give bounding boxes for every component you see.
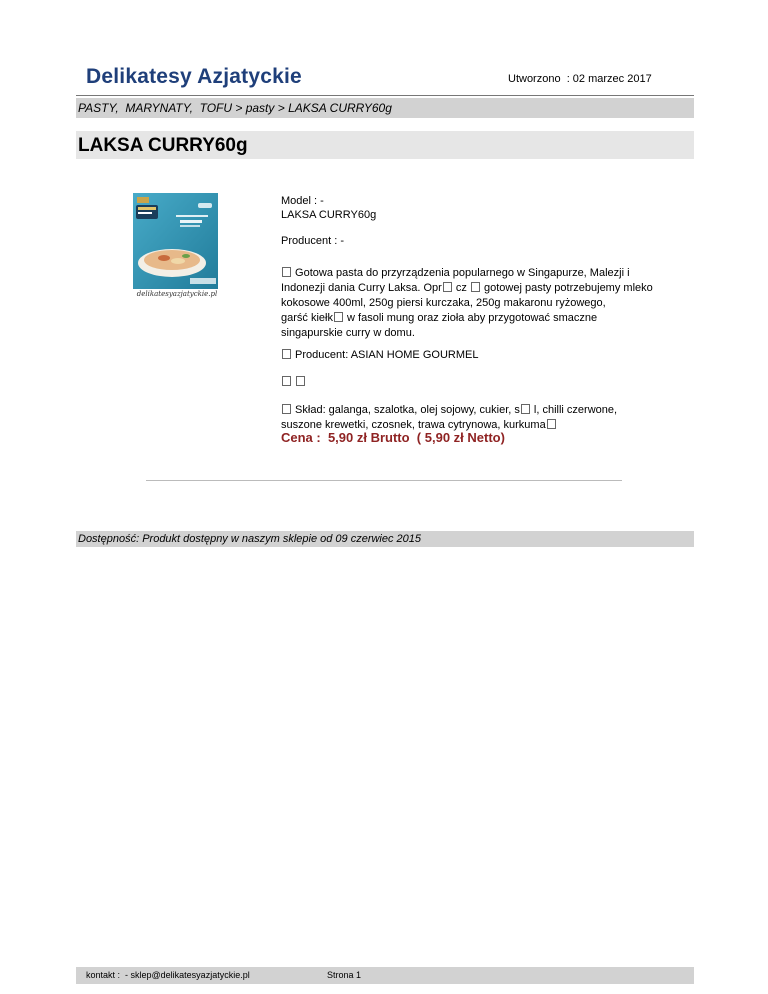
footer bbox=[76, 967, 694, 984]
created-date: Utworzono : 02 marzec 2017 bbox=[508, 73, 652, 85]
product-description: Gotowa pasta do przyrządzenia popularnego w Singapurze, Malezji i Indonezji dania Curry Laksa. Opr cz gotowej pasty potrzebujemy mleko kokosowe 400ml, 250g piersi kurczaka, 250g makaronu ryżowego, garść kiełk w fasoli mung oraz zioła aby przygotować smaczne singapurskie curry w domu. bbox=[281, 267, 653, 339]
missing-glyph-icon bbox=[282, 349, 291, 359]
missing-glyph-icon bbox=[282, 404, 291, 414]
availability-text: Dostępność: Produkt dostępny w naszym sklepie od 09 czerwiec 2015 bbox=[78, 533, 422, 545]
model-label: Model : - bbox=[281, 195, 324, 207]
breadcrumb-text: PASTY, MARYNATY, TOFU > pasty > LAKSA CURRY60g bbox=[78, 101, 392, 115]
product-image bbox=[128, 193, 226, 299]
missing-glyph-icon bbox=[282, 267, 291, 277]
product-price: Cena : 5,90 zł Brutto ( 5,90 zł Netto) bbox=[281, 430, 505, 445]
producer-full: Producent: ASIAN HOME GOURMEL bbox=[281, 348, 478, 363]
missing-glyph-icon bbox=[296, 376, 305, 386]
footer-contact: kontakt : - sklep@delikatesyazjatyckie.pl bbox=[86, 970, 250, 980]
model-name: LAKSA CURRY60g bbox=[281, 209, 377, 221]
content-divider bbox=[146, 480, 622, 481]
product-title: LAKSA CURRY60g bbox=[78, 135, 248, 156]
site-brand: Delikatesy Azjatyckie bbox=[86, 65, 302, 88]
product-title-bar bbox=[76, 131, 694, 159]
header-divider bbox=[76, 95, 694, 96]
missing-glyph-icon bbox=[547, 419, 556, 429]
product-ingredients: Skład: galanga, szalotka, olej sojowy, cukier, s l, chilli czerwone, suszone krewetki, czosnek, trawa cytrynowa, kurkuma bbox=[281, 404, 618, 431]
missing-glyph-icon bbox=[521, 404, 530, 414]
breadcrumb bbox=[76, 98, 694, 118]
image-watermark: delikatesyazjatyckie.pl bbox=[136, 290, 218, 298]
missing-glyph-icon bbox=[334, 312, 343, 322]
missing-glyph-icon bbox=[471, 282, 480, 292]
missing-glyph-icon bbox=[282, 376, 291, 386]
missing-glyph-icon bbox=[443, 282, 452, 292]
producer-label: Producent : - bbox=[281, 235, 344, 247]
footer-page-number: Strona 1 bbox=[327, 970, 362, 980]
availability-bar bbox=[76, 531, 694, 547]
missing-glyph-row bbox=[281, 375, 306, 390]
